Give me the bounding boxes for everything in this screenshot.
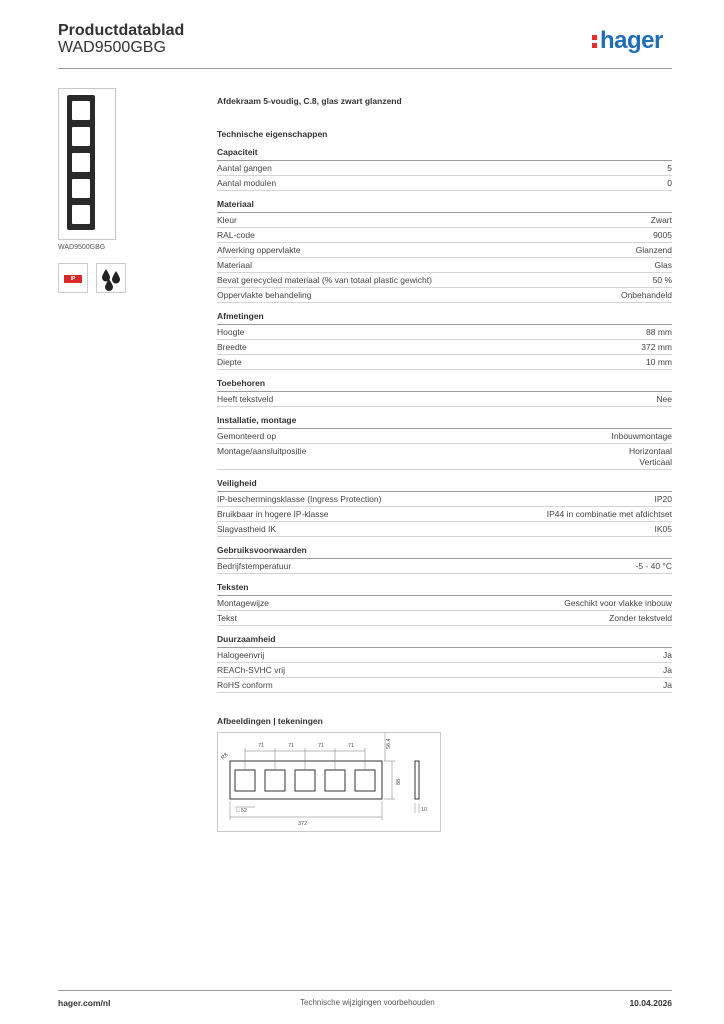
footer-notice: Technische wijzigingen voorbehouden <box>300 998 435 1007</box>
frame-shape <box>67 95 95 230</box>
spec-label: Heeft tekstveld <box>217 394 274 404</box>
spec-row <box>217 355 672 370</box>
dim-depth: 10 <box>421 807 428 813</box>
product-image <box>58 88 116 240</box>
spec-row <box>217 559 672 574</box>
hager-logo <box>592 27 663 55</box>
spec-value: Inbouwmontage <box>611 431 672 441</box>
spec-row <box>217 392 672 407</box>
spec-content <box>217 96 672 832</box>
spec-group <box>217 545 672 574</box>
spec-group-title: Teksten <box>217 582 672 596</box>
spec-group <box>217 582 672 626</box>
spec-label: Aantal gangen <box>217 163 272 173</box>
technical-drawing <box>217 732 441 832</box>
spec-row <box>217 492 672 507</box>
dim-radius: R8 <box>220 752 230 762</box>
dim-square: □ 52 <box>236 808 247 814</box>
spec-row <box>217 596 672 611</box>
spec-row <box>217 611 672 626</box>
spec-label: Bevat gerecycled materiaal (% van totaal plastic gewicht) <box>217 275 432 285</box>
dim-height: 88 <box>396 778 402 785</box>
footer-date: 10.04.2026 <box>629 998 672 1008</box>
spec-value: 372 mm <box>641 342 672 352</box>
dim-inner-height: 56.4 <box>386 738 392 749</box>
spec-row <box>217 176 672 191</box>
spec-heading: Technische eigenschappen <box>217 129 328 139</box>
spec-group <box>217 415 672 470</box>
spec-value: Zonder tekstveld <box>609 613 672 623</box>
footer-website-link[interactable]: hager.com/nl <box>58 998 111 1008</box>
spec-label: Hoogte <box>217 327 245 337</box>
spec-value: Ja <box>663 665 672 675</box>
spec-row <box>217 663 672 678</box>
spec-group-title: Toebehoren <box>217 378 672 392</box>
spec-value: Glas <box>654 260 672 270</box>
ip-rating-icon: IP <box>58 263 88 293</box>
spec-value: -5 - 40 °C <box>635 561 672 571</box>
spec-value: 50 % <box>652 275 672 285</box>
spec-label: Aantal modulen <box>217 178 277 188</box>
product-description: Afdekraam 5-voudig, C.8, glas zwart glanzend <box>217 96 402 106</box>
spec-row <box>217 288 672 303</box>
spec-label: Montagewijze <box>217 598 269 608</box>
spec-group-title: Installatie, montage <box>217 415 672 429</box>
spec-value: 0 <box>667 178 672 188</box>
product-code: WAD9500GBG <box>58 39 166 56</box>
logo-text: hager <box>600 27 663 54</box>
spec-group <box>217 199 672 303</box>
product-image-caption: WAD9500GBG <box>58 244 106 251</box>
frame-opening <box>72 101 90 120</box>
spec-row <box>217 161 672 176</box>
spec-group <box>217 634 672 693</box>
spec-group-title: Capaciteit <box>217 147 672 161</box>
spec-value: 88 mm <box>646 327 672 337</box>
spec-value: Onbehandeld <box>620 290 672 300</box>
spec-label: Materiaal <box>217 260 252 270</box>
spec-label: Gemonteerd op <box>217 431 277 441</box>
dim-pitch-4: 71 <box>348 743 355 749</box>
spec-label: Oppervlakte behandeling <box>217 290 312 300</box>
spec-label: Afwerking oppervlakte <box>217 245 301 255</box>
spec-value: Ja <box>663 680 672 690</box>
spec-group-title: Materiaal <box>217 199 672 213</box>
page-title: Productdatablad <box>58 22 185 39</box>
spec-label: Diepte <box>217 357 242 367</box>
spec-value: IP44 in combinatie met afdichtset <box>546 509 672 519</box>
dim-pitch-2: 71 <box>288 743 295 749</box>
spec-row <box>217 273 672 288</box>
spec-group <box>217 147 672 191</box>
spec-row <box>217 213 672 228</box>
spec-label: Montage/aansluitpositie <box>217 446 307 456</box>
frame-opening <box>72 205 90 224</box>
spec-label: Bedrijfstemperatuur <box>217 561 292 571</box>
spec-group-title: Duurzaamheid <box>217 634 672 648</box>
spec-label: Bruikbaar in hogere IP-klasse <box>217 509 329 519</box>
spec-row <box>217 258 672 273</box>
spec-group-title: Afmetingen <box>217 311 672 325</box>
spec-label: RAL-code <box>217 230 255 240</box>
spec-value: Horizontaal Verticaal <box>629 446 672 467</box>
dim-pitch-3: 71 <box>318 743 325 749</box>
dim-width: 372 <box>298 821 308 827</box>
spec-row <box>217 429 672 444</box>
spec-value: IK05 <box>654 524 672 534</box>
spec-label: IP-beschermingsklasse (Ingress Protection) <box>217 494 382 504</box>
spec-value: IP20 <box>654 494 672 504</box>
spec-row <box>217 648 672 663</box>
spec-group <box>217 311 672 370</box>
spec-row <box>217 340 672 355</box>
spec-group <box>217 378 672 407</box>
spec-label: RoHS conform <box>217 680 273 690</box>
spec-label: Kleur <box>217 215 237 225</box>
spec-group-title: Veiligheid <box>217 478 672 492</box>
spec-value: Glanzend <box>635 245 672 255</box>
spec-row <box>217 507 672 522</box>
spec-row <box>217 325 672 340</box>
spec-group <box>217 478 672 537</box>
spec-label: Tekst <box>217 613 237 623</box>
spec-groups <box>217 147 672 693</box>
spec-row <box>217 678 672 693</box>
spec-value: 9005 <box>653 230 672 240</box>
spec-value: Ja <box>663 650 672 660</box>
water-drops-icon <box>96 263 126 293</box>
spec-value: Zwart <box>650 215 672 225</box>
spec-value: 10 mm <box>646 357 672 367</box>
footer-divider <box>58 990 672 991</box>
spec-group-title: Gebruiksvoorwaarden <box>217 545 672 559</box>
frame-opening <box>72 179 90 198</box>
spec-row <box>217 522 672 537</box>
header-divider <box>58 68 672 69</box>
frame-opening <box>72 127 90 146</box>
spec-label: REACh-SVHC vrij <box>217 665 286 675</box>
spec-label: Halogeenvrij <box>217 650 265 660</box>
spec-row <box>217 228 672 243</box>
spec-value: 5 <box>667 163 672 173</box>
spec-label: Breedte <box>217 342 247 352</box>
spec-row <box>217 444 672 470</box>
spec-row <box>217 243 672 258</box>
spec-value: Geschikt voor vlakke inbouw <box>564 598 672 608</box>
drawing-heading: Afbeeldingen | tekeningen <box>217 716 323 726</box>
spec-label: Slagvastheid IK <box>217 524 277 534</box>
frame-opening <box>72 153 90 172</box>
spec-value: Nee <box>656 394 672 404</box>
dim-pitch-1: 71 <box>258 743 265 749</box>
